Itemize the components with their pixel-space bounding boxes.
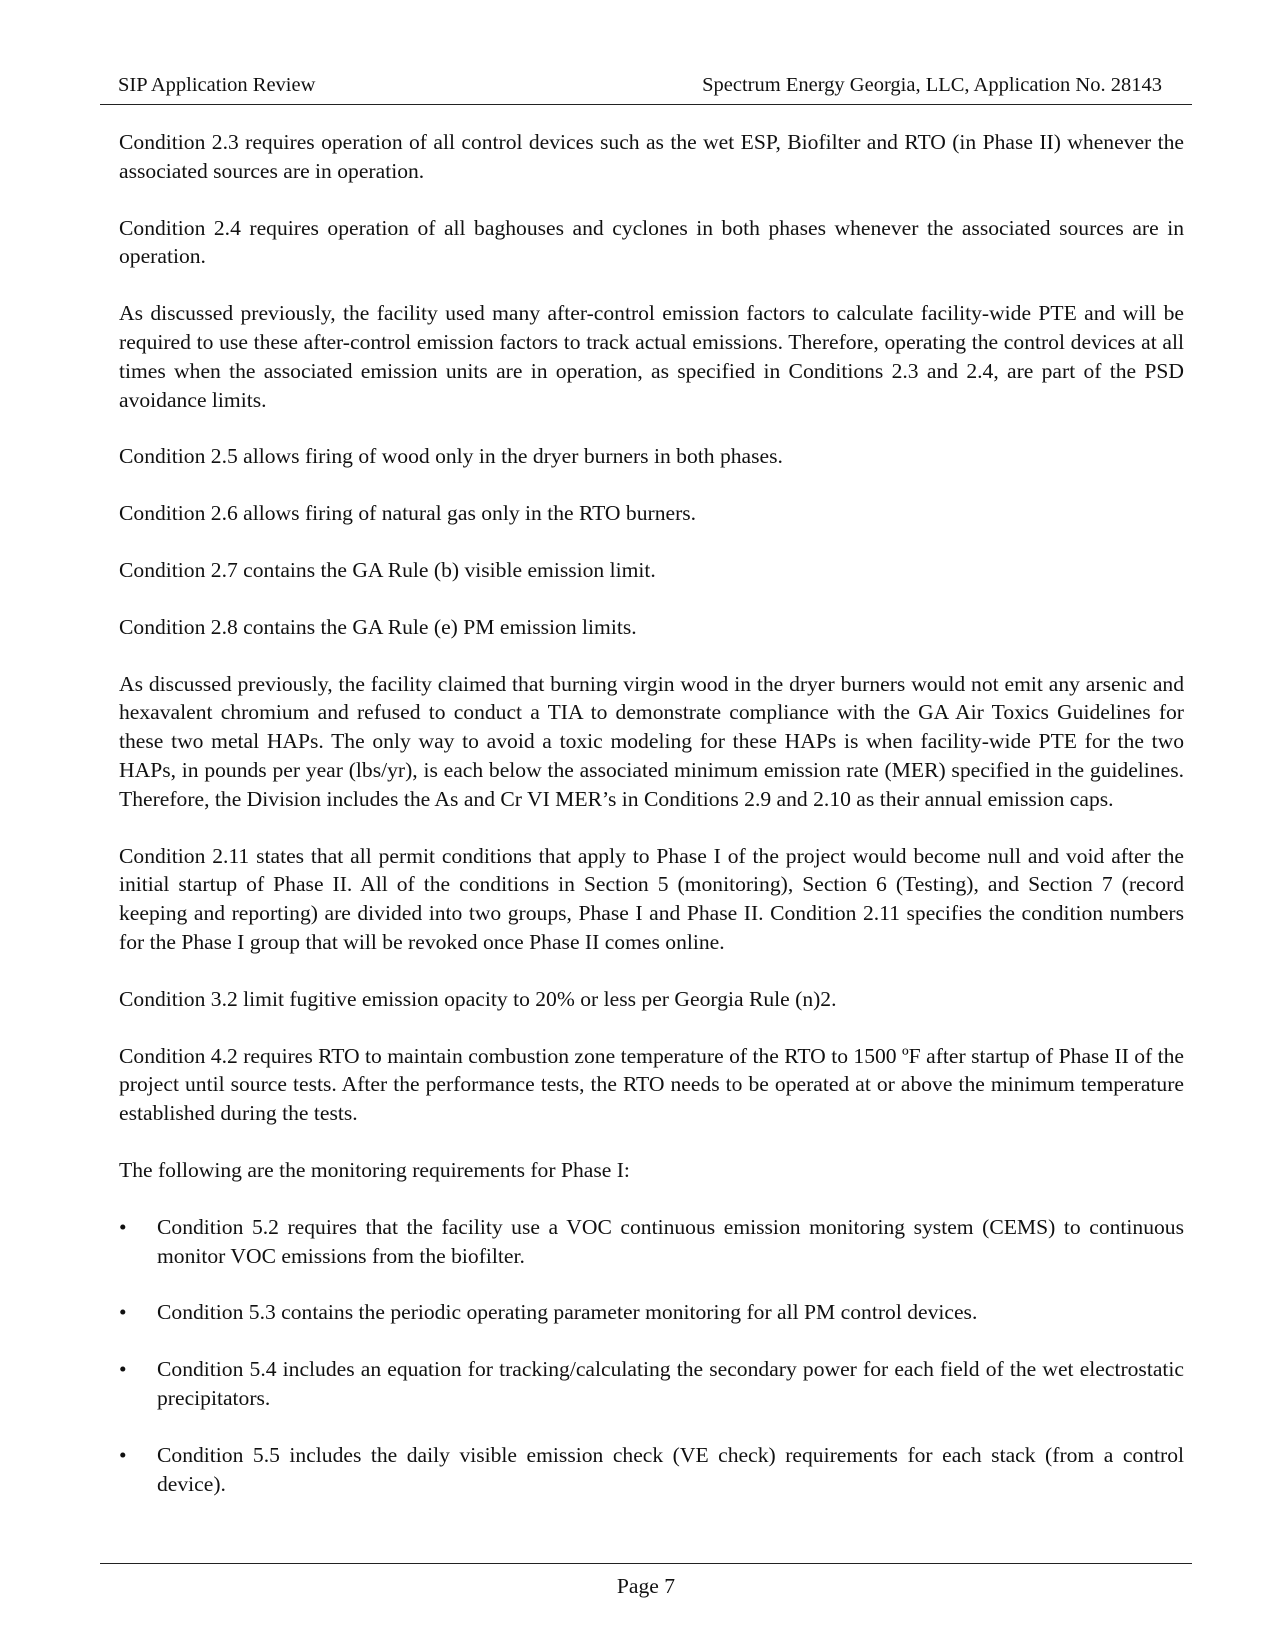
header-document-title: SIP Application Review — [118, 74, 316, 96]
page-header — [100, 74, 1192, 105]
bullet-icon: • — [119, 1357, 127, 1382]
list-item-text: Condition 5.4 includes an equation for tracking/calculating the secondary power for each field of the wet electrostatic precipitators. — [157, 1357, 1184, 1410]
paragraph-condition-2-5: Condition 2.5 allows firing of wood only in the dryer burners in both phases. — [119, 444, 783, 469]
list-item — [119, 1213, 1184, 1271]
list-item — [119, 1298, 1184, 1327]
paragraph-condition-2-4: Condition 2.4 requires operation of all baghouses and cyclones in both phases whenever the associated sources are in operation. — [119, 215, 1184, 269]
paragraph-psd-avoidance: As discussed previously, the facility used many after-control emission factors to calculate facility-wide PTE and will be required to use these after-control emission factors to track actual emissions. Therefore, operating the control devices at all times when the associated emission units are in operation, as specified in Conditions 2.3 and 2.4, are part of the PSD avoidance limits. — [119, 301, 1184, 412]
paragraph-condition-2-7: Condition 2.7 contains the GA Rule (b) visible emission limit. — [119, 557, 656, 582]
paragraph-condition-2-11: Condition 2.11 states that all permit conditions that apply to Phase I of the project would become null and void after the initial startup of Phase II. All of the conditions in Section 5 (monitoring), Section 6 (Testing), and Section 7 (record keeping and reporting) are divided into two groups, Phase I and Phase II. Condition 2.11 specifies the condition numbers for the Phase I group that will be revoked once Phase II comes online. — [119, 843, 1184, 954]
paragraph-monitoring-intro: The following are the monitoring requirements for Phase I: — [119, 1157, 630, 1182]
document-body — [119, 128, 1184, 1526]
bullet-icon: • — [119, 1214, 127, 1239]
list-item-text: Condition 5.5 includes the daily visible emission check (VE check) requirements for each stack (from a control device). — [157, 1442, 1184, 1496]
paragraph-air-toxics: As discussed previously, the facility claimed that burning virgin wood in the dryer burners would not emit any arsenic and hexavalent chromium and refused to conduct a TIA to demonstrate compliance with the GA Air Toxics Guidelines for these two metal HAPs. The only way to avoid a toxic modeling for these HAPs is when facility-wide PTE for the two HAPs, in pounds per year (lbs/yr), is each below the associated minimum emission rate (MER) specified in the guidelines. Therefore, the Division includes the As and Cr VI MER’s in Conditions 2.9 and 2.10 as their annual emission caps. — [119, 671, 1184, 811]
paragraph-condition-3-2: Condition 3.2 limit fugitive emission opacity to 20% or less per Georgia Rule (n)2. — [119, 986, 837, 1011]
page-number: Page 7 — [616, 1574, 676, 1598]
list-item-text: Condition 5.3 contains the periodic operating parameter monitoring for all PM control devices. — [157, 1300, 978, 1325]
paragraph-condition-2-6: Condition 2.6 allows firing of natural gas only in the RTO burners. — [119, 501, 697, 526]
list-item — [119, 1355, 1184, 1413]
bullet-icon: • — [119, 1300, 127, 1325]
page-footer — [100, 1563, 1192, 1599]
header-application-info: Spectrum Energy Georgia, LLC, Application No. 28143 — [702, 74, 1162, 96]
paragraph-condition-2-8: Condition 2.8 contains the GA Rule (e) PM emission limits. — [119, 614, 637, 639]
paragraph-condition-2-3: Condition 2.3 requires operation of all control devices such as the wet ESP, Biofilter and RTO (in Phase II) whenever the associated sources are in operation. — [119, 130, 1184, 183]
bullet-icon: • — [119, 1442, 127, 1467]
list-item-text: Condition 5.2 requires that the facility use a VOC continuous emission monitoring system (CEMS) to continuous monitor VOC emissions from the biofilter. — [157, 1214, 1184, 1268]
monitoring-requirements-list — [119, 1213, 1184, 1499]
list-item — [119, 1441, 1184, 1499]
paragraph-condition-4-2: Condition 4.2 requires RTO to maintain combustion zone temperature of the RTO to 1500 ºF after startup of Phase II of the project until source tests. After the performance tests, the RTO needs to be operated at or above the minimum temperature established during the tests. — [119, 1043, 1184, 1126]
